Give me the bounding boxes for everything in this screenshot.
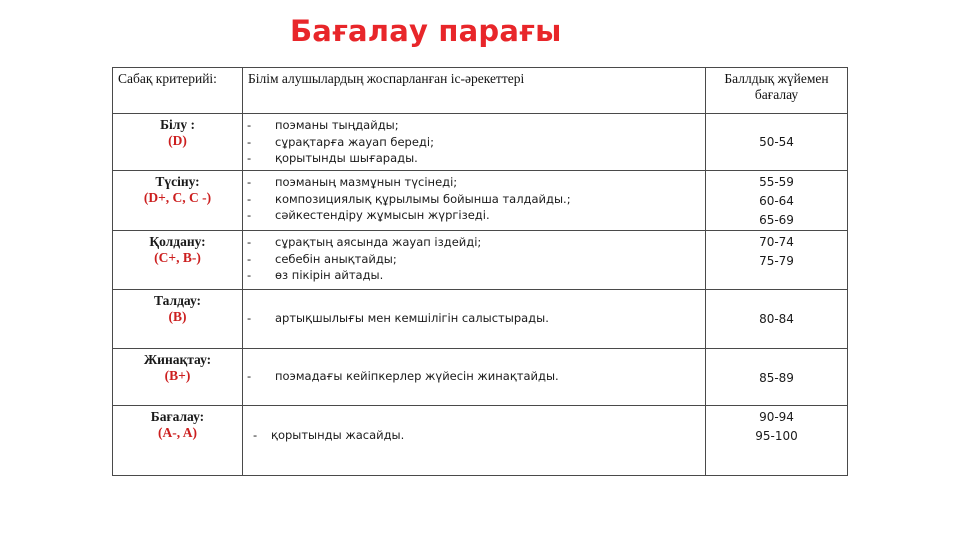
list-dash: - bbox=[247, 191, 252, 206]
table-header-row bbox=[113, 68, 848, 114]
criterion-level: (D+, C, C -) bbox=[143, 190, 212, 205]
action-text: композициялық құрылымы бойынша талдайды.; bbox=[275, 191, 571, 206]
header-scores: Баллдық жүйемен бағалау bbox=[706, 68, 848, 114]
assessment-table bbox=[112, 67, 848, 476]
score-range: 50-54 bbox=[759, 135, 794, 149]
table-row bbox=[113, 231, 848, 290]
score-range: 65-69 bbox=[759, 213, 794, 227]
list-dash: - bbox=[247, 118, 252, 132]
criterion-cell bbox=[113, 290, 243, 349]
list-dash: - bbox=[247, 268, 252, 282]
action-text: себебін анықтайды; bbox=[275, 251, 397, 266]
criterion-cell bbox=[113, 231, 243, 290]
action-text: өз пікірін айтады. bbox=[275, 268, 384, 282]
header-criterion: Сабақ критерийі: bbox=[113, 68, 243, 114]
action-item bbox=[247, 174, 701, 191]
page-title: Бағалау парағы bbox=[290, 14, 562, 48]
score-range: 55-59 bbox=[759, 175, 794, 189]
action-text: поэмадағы кейіпкерлер жүйесін жинақтайды. bbox=[275, 369, 559, 383]
score-range: 95-100 bbox=[755, 429, 798, 443]
action-text: қорытынды жасайды. bbox=[271, 428, 405, 442]
list-dash: - bbox=[247, 311, 252, 325]
criterion-name: Талдау: bbox=[153, 293, 202, 308]
criterion-name: Жинақтау: bbox=[143, 352, 212, 367]
list-dash: - bbox=[247, 175, 252, 189]
scores-cell bbox=[706, 406, 848, 476]
score-range: 70-74 bbox=[759, 235, 794, 249]
list-dash: - bbox=[247, 134, 252, 149]
action-item bbox=[247, 267, 701, 284]
action-text: поэманың мазмұнын түсінеді; bbox=[275, 175, 458, 189]
criterion-level: (A-, A) bbox=[158, 425, 197, 440]
header-actions: Білім алушылардың жоспарланған іс-әрекеттері bbox=[243, 68, 706, 114]
action-item bbox=[247, 150, 701, 167]
table-row bbox=[113, 114, 848, 171]
criterion-level: (B) bbox=[168, 309, 187, 324]
criterion-cell bbox=[113, 114, 243, 171]
scores-cell bbox=[706, 114, 848, 171]
action-text: поэманы тыңдайды; bbox=[275, 118, 399, 132]
scores-cell bbox=[706, 171, 848, 231]
actions-cell bbox=[243, 406, 706, 476]
table-row bbox=[113, 349, 848, 406]
action-text: артықшылығы мен кемшілігін салыстырады. bbox=[275, 311, 549, 325]
action-item bbox=[247, 207, 701, 224]
score-range: 85-89 bbox=[759, 371, 794, 385]
criterion-cell bbox=[113, 171, 243, 231]
score-range: 90-94 bbox=[759, 410, 794, 424]
criterion-level: (C+, B-) bbox=[154, 250, 201, 265]
action-text: сұрақтың аясында жауап іздейді; bbox=[275, 235, 482, 249]
list-dash: - bbox=[247, 151, 252, 165]
actions-cell bbox=[243, 114, 706, 171]
criterion-cell bbox=[113, 406, 243, 476]
list-dash: - bbox=[247, 235, 252, 249]
action-item bbox=[247, 368, 701, 385]
actions-cell bbox=[243, 231, 706, 290]
criterion-cell bbox=[113, 349, 243, 406]
table-row bbox=[113, 171, 848, 231]
scores-cell bbox=[706, 231, 848, 290]
action-text: сәйкестендіру жұмысын жүргізеді. bbox=[275, 208, 490, 222]
score-range: 80-84 bbox=[759, 312, 794, 326]
score-range: 60-64 bbox=[759, 194, 794, 208]
action-item bbox=[247, 134, 701, 151]
action-item bbox=[247, 117, 701, 134]
action-item bbox=[253, 427, 701, 444]
action-item bbox=[247, 251, 701, 268]
criterion-name: Түсіну: bbox=[155, 174, 200, 189]
action-text: сұрақтарға жауап береді; bbox=[275, 134, 434, 149]
list-dash: - bbox=[253, 428, 258, 442]
criterion-name: Білу : bbox=[160, 117, 195, 132]
scores-cell bbox=[706, 290, 848, 349]
action-item bbox=[247, 310, 701, 327]
actions-cell bbox=[243, 171, 706, 231]
criterion-level: (D) bbox=[168, 133, 187, 148]
action-text: қорытынды шығарады. bbox=[275, 151, 418, 165]
list-dash: - bbox=[247, 208, 252, 222]
list-dash: - bbox=[247, 251, 252, 266]
actions-cell bbox=[243, 290, 706, 349]
list-dash: - bbox=[247, 369, 252, 383]
action-item bbox=[247, 234, 701, 251]
criterion-level: (B+) bbox=[164, 368, 191, 383]
actions-cell bbox=[243, 349, 706, 406]
table-row bbox=[113, 406, 848, 476]
score-range: 75-79 bbox=[759, 254, 794, 268]
scores-cell bbox=[706, 349, 848, 406]
criterion-name: Қолдану: bbox=[149, 234, 206, 249]
action-item bbox=[247, 191, 701, 208]
table-row bbox=[113, 290, 848, 349]
criterion-name: Бағалау: bbox=[150, 409, 205, 424]
